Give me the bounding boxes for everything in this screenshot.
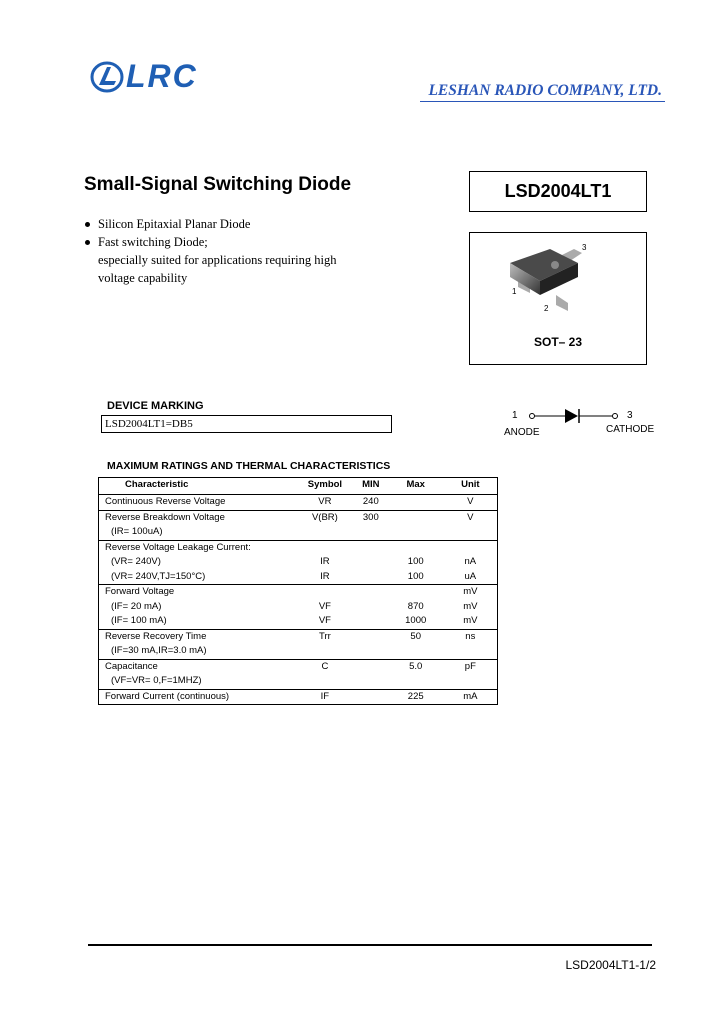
min-cell <box>348 629 388 659</box>
col-header: MIN <box>348 478 388 495</box>
ratings-table <box>98 477 498 705</box>
table-row <box>99 629 498 659</box>
unit-cell: pF <box>438 659 498 689</box>
unit-cell: mA <box>438 689 498 705</box>
table-row <box>99 689 498 705</box>
bullet-icon <box>85 240 90 245</box>
characteristic-cell: Reverse Recovery Time (IF=30 mA,IR=3.0 mA) <box>99 629 296 659</box>
pin3-label: 3 <box>627 410 633 421</box>
footer-page-id: LSD2004LT1-1/2 <box>565 958 656 972</box>
footer-rule <box>88 944 652 946</box>
col-header: Characteristic <box>99 478 296 495</box>
pin-label: 2 <box>544 304 549 313</box>
max-cell <box>388 510 438 540</box>
symbol-cell: Trr <box>296 629 348 659</box>
col-header: Max <box>388 478 438 495</box>
min-cell: 240 <box>348 495 388 511</box>
bullet-icon <box>85 222 90 227</box>
anode-label: ANODE <box>504 427 540 438</box>
max-cell: 100 100 <box>388 540 438 585</box>
device-marking-label: DEVICE MARKING <box>107 400 204 412</box>
sot23-package-icon <box>470 233 646 333</box>
symbol-cell: IF <box>296 689 348 705</box>
feature-item: voltage capability <box>98 271 188 285</box>
table-row <box>99 540 498 585</box>
table-row <box>99 659 498 689</box>
characteristic-cell: Reverse Voltage Leakage Current: (VR= 240V) (VR= 240V,TJ=150°C) <box>99 540 296 585</box>
min-cell <box>348 585 388 630</box>
table-row <box>99 510 498 540</box>
logo-text: LRC <box>126 58 198 94</box>
max-cell <box>388 495 438 511</box>
table-row <box>99 495 498 511</box>
characteristic-cell: Continuous Reverse Voltage <box>99 495 296 511</box>
min-cell <box>348 540 388 585</box>
table-row <box>99 585 498 630</box>
min-cell <box>348 689 388 705</box>
unit-cell: V <box>438 495 498 511</box>
characteristic-cell: Forward Current (continuous) <box>99 689 296 705</box>
pin-label: 3 <box>582 243 587 252</box>
unit-cell: nA uA <box>438 540 498 585</box>
company-name: LESHAN RADIO COMPANY, LTD. <box>428 82 662 99</box>
characteristic-cell: Reverse Breakdown Voltage (IR= 100uA) <box>99 510 296 540</box>
ratings-title: MAXIMUM RATINGS AND THERMAL CHARACTERISTICS <box>107 460 391 472</box>
characteristic-cell: Forward Voltage (IF= 20 mA) (IF= 100 mA) <box>99 585 296 630</box>
device-marking-value: LSD2004LT1=DB5 <box>101 415 392 433</box>
feature-item: especially suited for applications requiring high <box>98 253 337 267</box>
characteristic-cell: Capacitance (VF=VR= 0,F=1MHZ) <box>99 659 296 689</box>
col-header: Unit <box>438 478 498 495</box>
min-cell <box>348 659 388 689</box>
max-cell: 5.0 <box>388 659 438 689</box>
company-underline <box>420 101 665 102</box>
diode-symbol-icon <box>500 406 660 438</box>
unit-cell: V <box>438 510 498 540</box>
max-cell: 225 <box>388 689 438 705</box>
pin-label: 1 <box>512 287 517 296</box>
min-cell: 300 <box>348 510 388 540</box>
package-label: SOT– 23 <box>533 335 583 349</box>
unit-cell: ns <box>438 629 498 659</box>
symbol-cell: V(BR) <box>296 510 348 540</box>
feature-list <box>84 215 336 287</box>
symbol-cell: IR IR <box>296 540 348 585</box>
pin1-label: 1 <box>512 410 518 421</box>
max-cell: 50 <box>388 629 438 659</box>
symbol-cell: C <box>296 659 348 689</box>
col-header: Symbol <box>296 478 348 495</box>
unit-cell: mV mV mV <box>438 585 498 630</box>
table-header-row <box>99 478 498 495</box>
part-number-box: LSD2004LT1 <box>469 171 647 212</box>
cathode-label: CATHODE <box>606 424 655 435</box>
max-cell: 870 1000 <box>388 585 438 630</box>
feature-item: Silicon Epitaxial Planar Diode <box>84 215 336 233</box>
feature-item: Fast switching Diode; <box>84 233 336 251</box>
page-title: Small-Signal Switching Diode <box>84 174 352 195</box>
symbol-cell: VR <box>296 495 348 511</box>
symbol-cell: VF VF <box>296 585 348 630</box>
